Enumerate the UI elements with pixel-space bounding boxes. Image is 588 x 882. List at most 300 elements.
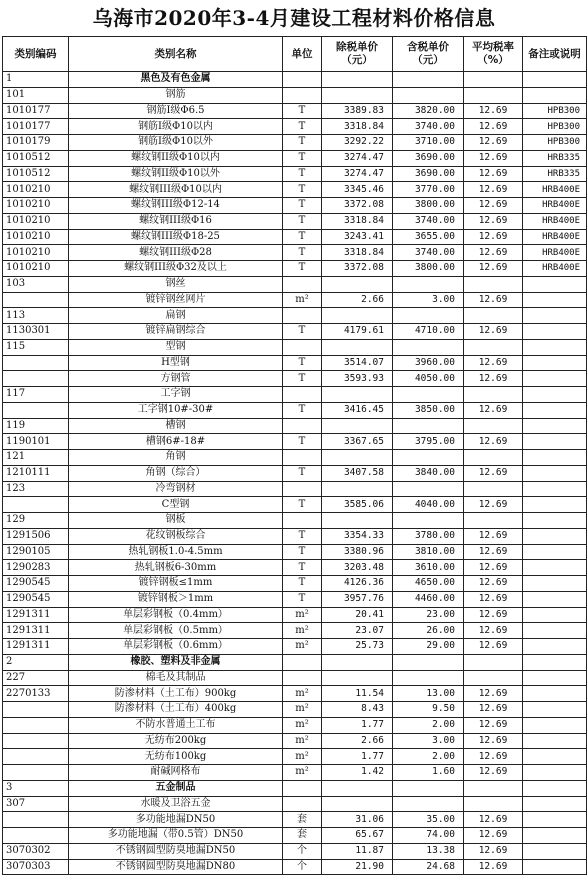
cell-tax-rate: 12.69 [464, 497, 523, 513]
cell-price-inc-tax [393, 796, 464, 812]
cell-unit: T [283, 198, 322, 214]
cell-name: 防渗材料（土工布）400kg [69, 702, 283, 718]
cell-code: 1130301 [3, 324, 69, 340]
cell-unit: m² [283, 765, 322, 781]
cell-tax-rate [464, 796, 523, 812]
cell-code: 101 [3, 87, 69, 103]
cell-unit: T [283, 434, 322, 450]
table-row [3, 654, 587, 670]
cell-price-inc-tax: 3770.00 [393, 182, 464, 198]
cell-unit [283, 654, 322, 670]
table-row [3, 576, 587, 592]
cell-unit: T [283, 261, 322, 277]
cell-name: 单层彩钢板（0.6mm） [69, 639, 283, 655]
cell-price-inc-tax: 35.00 [393, 812, 464, 828]
cell-price-ex-tax [322, 339, 393, 355]
cell-code: 121 [3, 450, 69, 466]
cell-name: 钢筋I级Φ6.5 [69, 103, 283, 119]
cell-name: 耐碱网格布 [69, 765, 283, 781]
cell-unit: T [283, 150, 322, 166]
cell-note: HRB400E [523, 229, 587, 245]
cell-name: 不锈钢圆型防臭地漏DN50 [69, 843, 283, 859]
cell-price-ex-tax: 4179.61 [322, 324, 393, 340]
table-row [3, 828, 587, 844]
table-row [3, 591, 587, 607]
cell-tax-rate: 12.69 [464, 859, 523, 875]
cell-note [523, 670, 587, 686]
cell-tax-rate: 12.69 [464, 733, 523, 749]
cell-name: 槽钢 [69, 418, 283, 434]
cell-unit [283, 450, 322, 466]
cell-note: HRB400E [523, 198, 587, 214]
cell-price-ex-tax: 3354.33 [322, 528, 393, 544]
cell-note [523, 591, 587, 607]
table-row [3, 702, 587, 718]
cell-tax-rate: 12.69 [464, 135, 523, 151]
cell-note [523, 702, 587, 718]
cell-code: 1290545 [3, 576, 69, 592]
table-row [3, 229, 587, 245]
table-row [3, 812, 587, 828]
cell-price-inc-tax [393, 481, 464, 497]
cell-price-ex-tax: 3957.76 [322, 591, 393, 607]
table-row [3, 213, 587, 229]
cell-name: 棉毛及其制品 [69, 670, 283, 686]
cell-note [523, 371, 587, 387]
cell-price-ex-tax [322, 387, 393, 403]
cell-price-inc-tax: 29.00 [393, 639, 464, 655]
cell-price-ex-tax [322, 418, 393, 434]
cell-tax-rate: 12.69 [464, 576, 523, 592]
cell-note [523, 465, 587, 481]
cell-tax-rate [464, 670, 523, 686]
cell-name: 五金制品 [69, 780, 283, 796]
cell-tax-rate: 12.69 [464, 371, 523, 387]
cell-price-inc-tax: 3740.00 [393, 119, 464, 135]
table-row [3, 497, 587, 513]
cell-price-ex-tax: 3318.84 [322, 213, 393, 229]
cell-price-ex-tax: 21.90 [322, 859, 393, 875]
cell-code: 1010210 [3, 182, 69, 198]
table-row [3, 843, 587, 859]
cell-name: 花纹钢板综合 [69, 528, 283, 544]
cell-tax-rate: 12.69 [464, 528, 523, 544]
cell-code: 1290545 [3, 591, 69, 607]
cell-name: 螺纹钢III级Φ10以内 [69, 182, 283, 198]
cell-note [523, 528, 587, 544]
table-row [3, 765, 587, 781]
cell-code: 3070303 [3, 859, 69, 875]
cell-tax-rate [464, 513, 523, 529]
cell-name: 水暖及卫浴五金 [69, 796, 283, 812]
cell-price-ex-tax: 3243.41 [322, 229, 393, 245]
cell-price-inc-tax: 3690.00 [393, 150, 464, 166]
cell-price-inc-tax: 3.00 [393, 733, 464, 749]
cell-code: 1190101 [3, 434, 69, 450]
cell-code: 103 [3, 276, 69, 292]
cell-code: 1291311 [3, 639, 69, 655]
cell-price-ex-tax: 3585.06 [322, 497, 393, 513]
cell-tax-rate: 12.69 [464, 119, 523, 135]
table-row [3, 150, 587, 166]
table-row [3, 245, 587, 261]
cell-tax-rate: 12.69 [464, 198, 523, 214]
cell-name: 多功能地漏DN50 [69, 812, 283, 828]
cell-price-ex-tax: 1.77 [322, 749, 393, 765]
cell-name: 无纺布200kg [69, 733, 283, 749]
cell-price-inc-tax: 1.60 [393, 765, 464, 781]
cell-code: 113 [3, 308, 69, 324]
cell-tax-rate: 12.69 [464, 182, 523, 198]
cell-price-ex-tax: 2.66 [322, 733, 393, 749]
cell-unit: 套 [283, 828, 322, 844]
cell-unit: m² [283, 686, 322, 702]
cell-name: 单层彩钢板（0.5mm） [69, 623, 283, 639]
cell-unit [283, 796, 322, 812]
cell-note [523, 387, 587, 403]
cell-code: 1010210 [3, 229, 69, 245]
cell-price-inc-tax: 3810.00 [393, 544, 464, 560]
cell-tax-rate: 12.69 [464, 607, 523, 623]
cell-price-ex-tax: 3345.46 [322, 182, 393, 198]
cell-price-inc-tax [393, 339, 464, 355]
table-row [3, 670, 587, 686]
cell-note [523, 434, 587, 450]
table-row [3, 686, 587, 702]
cell-price-inc-tax: 3710.00 [393, 135, 464, 151]
cell-price-inc-tax: 74.00 [393, 828, 464, 844]
cell-unit: T [283, 371, 322, 387]
table-row [3, 119, 587, 135]
cell-note [523, 544, 587, 560]
cell-price-ex-tax: 3372.08 [322, 261, 393, 277]
header-price-ex-tax: 除税单价（元） [322, 37, 393, 72]
cell-price-inc-tax: 3960.00 [393, 355, 464, 371]
cell-price-ex-tax: 2.66 [322, 292, 393, 308]
table-row [3, 339, 587, 355]
cell-code: 1010177 [3, 119, 69, 135]
cell-tax-rate: 12.69 [464, 560, 523, 576]
cell-note: HRB400E [523, 245, 587, 261]
table-row [3, 749, 587, 765]
cell-code: 3 [3, 780, 69, 796]
cell-price-ex-tax: 25.73 [322, 639, 393, 655]
cell-code: 1010210 [3, 245, 69, 261]
cell-unit [283, 87, 322, 103]
cell-unit: m² [283, 733, 322, 749]
cell-note: HRB400E [523, 213, 587, 229]
cell-note [523, 654, 587, 670]
cell-unit [283, 339, 322, 355]
table-row [3, 182, 587, 198]
cell-name: 黑色及有色金属 [69, 72, 283, 88]
cell-unit: T [283, 544, 322, 560]
header-unit: 单位 [283, 37, 322, 72]
cell-price-ex-tax: 3407.58 [322, 465, 393, 481]
cell-price-inc-tax: 4040.00 [393, 497, 464, 513]
cell-unit [283, 513, 322, 529]
table-row [3, 402, 587, 418]
cell-price-inc-tax: 3795.00 [393, 434, 464, 450]
cell-note: HPB300 [523, 135, 587, 151]
cell-name: 不防水普通土工布 [69, 717, 283, 733]
cell-tax-rate: 12.69 [464, 245, 523, 261]
cell-note: HRB335 [523, 166, 587, 182]
table-row [3, 544, 587, 560]
cell-price-inc-tax: 3610.00 [393, 560, 464, 576]
cell-price-inc-tax [393, 308, 464, 324]
cell-tax-rate: 12.69 [464, 749, 523, 765]
cell-note [523, 324, 587, 340]
cell-tax-rate: 12.69 [464, 261, 523, 277]
cell-price-ex-tax: 3318.84 [322, 245, 393, 261]
cell-price-inc-tax: 3.00 [393, 292, 464, 308]
cell-tax-rate: 12.69 [464, 355, 523, 371]
cell-tax-rate [464, 481, 523, 497]
cell-tax-rate: 12.69 [464, 812, 523, 828]
cell-price-inc-tax: 24.68 [393, 859, 464, 875]
cell-price-ex-tax: 3318.84 [322, 119, 393, 135]
cell-price-ex-tax [322, 654, 393, 670]
cell-name: 螺纹钢III级Φ16 [69, 213, 283, 229]
cell-unit: T [283, 591, 322, 607]
cell-price-inc-tax: 3655.00 [393, 229, 464, 245]
table-row [3, 560, 587, 576]
cell-unit: T [283, 245, 322, 261]
table-header-row [3, 37, 587, 72]
cell-price-ex-tax: 11.87 [322, 843, 393, 859]
cell-note [523, 481, 587, 497]
cell-unit [283, 780, 322, 796]
cell-price-ex-tax: 31.06 [322, 812, 393, 828]
table-row [3, 103, 587, 119]
cell-name: 无纺布100kg [69, 749, 283, 765]
cell-price-inc-tax [393, 87, 464, 103]
cell-code: 1290105 [3, 544, 69, 560]
cell-price-inc-tax [393, 72, 464, 88]
cell-price-ex-tax: 1.77 [322, 717, 393, 733]
cell-name: H型钢 [69, 355, 283, 371]
cell-unit: T [283, 528, 322, 544]
cell-code: 1010210 [3, 213, 69, 229]
cell-price-inc-tax: 13.38 [393, 843, 464, 859]
cell-note [523, 765, 587, 781]
cell-code: 1010512 [3, 150, 69, 166]
table-row [3, 355, 587, 371]
cell-unit: T [283, 465, 322, 481]
cell-note [523, 576, 587, 592]
cell-note [523, 717, 587, 733]
cell-tax-rate: 12.69 [464, 465, 523, 481]
cell-name: 热轧钢板6-30mm [69, 560, 283, 576]
cell-unit: T [283, 213, 322, 229]
cell-note [523, 513, 587, 529]
cell-tax-rate [464, 387, 523, 403]
cell-price-inc-tax [393, 450, 464, 466]
cell-tax-rate [464, 72, 523, 88]
cell-code [3, 765, 69, 781]
cell-unit [283, 387, 322, 403]
cell-note [523, 639, 587, 655]
cell-price-ex-tax [322, 450, 393, 466]
cell-code [3, 702, 69, 718]
cell-unit: 个 [283, 843, 322, 859]
cell-unit: T [283, 166, 322, 182]
cell-note [523, 72, 587, 88]
header-name: 类别名称 [69, 37, 283, 72]
cell-price-inc-tax: 9.50 [393, 702, 464, 718]
table-row [3, 135, 587, 151]
cell-name: 防渗材料（土工布）900kg [69, 686, 283, 702]
cell-name: 钢筋I级Φ10以外 [69, 135, 283, 151]
cell-name: 型钢 [69, 339, 283, 355]
cell-tax-rate: 12.69 [464, 103, 523, 119]
cell-code: 1010210 [3, 261, 69, 277]
cell-name: 镀锌钢丝网片 [69, 292, 283, 308]
cell-price-inc-tax: 3740.00 [393, 245, 464, 261]
cell-price-inc-tax: 3840.00 [393, 465, 464, 481]
cell-tax-rate: 12.69 [464, 828, 523, 844]
cell-code: 1010177 [3, 103, 69, 119]
table-row [3, 387, 587, 403]
cell-name: 扁钢 [69, 308, 283, 324]
cell-name: 橡胶、塑料及非金属 [69, 654, 283, 670]
cell-note: HRB400E [523, 182, 587, 198]
cell-note [523, 450, 587, 466]
cell-unit: T [283, 229, 322, 245]
cell-price-inc-tax: 3850.00 [393, 402, 464, 418]
cell-tax-rate: 12.69 [464, 434, 523, 450]
cell-code: 307 [3, 796, 69, 812]
cell-name: 工字钢10#-30# [69, 402, 283, 418]
cell-code: 129 [3, 513, 69, 529]
table-row [3, 72, 587, 88]
header-tax-rate: 平均税率（%） [464, 37, 523, 72]
cell-code [3, 717, 69, 733]
table-row [3, 450, 587, 466]
cell-name: 角钢 [69, 450, 283, 466]
cell-name: 钢丝 [69, 276, 283, 292]
cell-note [523, 843, 587, 859]
table-row [3, 513, 587, 529]
cell-unit: 个 [283, 859, 322, 875]
cell-code: 1210111 [3, 465, 69, 481]
cell-price-ex-tax: 3416.45 [322, 402, 393, 418]
table-row [3, 733, 587, 749]
cell-price-ex-tax [322, 276, 393, 292]
cell-tax-rate: 12.69 [464, 150, 523, 166]
cell-note [523, 308, 587, 324]
cell-code [3, 292, 69, 308]
table-row [3, 198, 587, 214]
cell-note [523, 828, 587, 844]
cell-price-inc-tax: 2.00 [393, 749, 464, 765]
cell-price-inc-tax: 4710.00 [393, 324, 464, 340]
table-row [3, 465, 587, 481]
table-row [3, 324, 587, 340]
table-row [3, 780, 587, 796]
cell-tax-rate: 12.69 [464, 213, 523, 229]
cell-unit [283, 418, 322, 434]
cell-unit: m² [283, 607, 322, 623]
cell-note [523, 623, 587, 639]
cell-price-inc-tax [393, 513, 464, 529]
cell-unit: m² [283, 702, 322, 718]
cell-code: 227 [3, 670, 69, 686]
table-row [3, 371, 587, 387]
cell-name: 热轧钢板1.0-4.5mm [69, 544, 283, 560]
cell-price-ex-tax [322, 513, 393, 529]
cell-price-ex-tax [322, 87, 393, 103]
header-code: 类别编码 [3, 37, 69, 72]
cell-price-inc-tax: 4650.00 [393, 576, 464, 592]
cell-tax-rate: 12.69 [464, 591, 523, 607]
cell-price-ex-tax: 3274.47 [322, 150, 393, 166]
table-body [3, 72, 587, 875]
cell-price-inc-tax [393, 387, 464, 403]
cell-name: 螺纹钢III级Φ12-14 [69, 198, 283, 214]
cell-unit: T [283, 402, 322, 418]
cell-unit: m² [283, 749, 322, 765]
cell-price-ex-tax: 3380.96 [322, 544, 393, 560]
cell-note: HPB300 [523, 119, 587, 135]
cell-code: 1 [3, 72, 69, 88]
cell-code [3, 402, 69, 418]
table-row [3, 308, 587, 324]
cell-name: 冷弯钢材 [69, 481, 283, 497]
cell-code [3, 812, 69, 828]
cell-name: 工字钢 [69, 387, 283, 403]
cell-price-ex-tax [322, 670, 393, 686]
cell-price-ex-tax: 3593.93 [322, 371, 393, 387]
cell-tax-rate: 12.69 [464, 229, 523, 245]
cell-code: 2 [3, 654, 69, 670]
table-row [3, 717, 587, 733]
cell-note [523, 686, 587, 702]
cell-note [523, 796, 587, 812]
cell-tax-rate: 12.69 [464, 292, 523, 308]
cell-name: 钢筋I级Φ10以内 [69, 119, 283, 135]
cell-note [523, 87, 587, 103]
cell-tax-rate: 12.69 [464, 717, 523, 733]
cell-price-inc-tax: 3740.00 [393, 213, 464, 229]
header-price-inc-tax: 含税单价（元） [393, 37, 464, 72]
table-row [3, 607, 587, 623]
cell-code: 1291311 [3, 607, 69, 623]
cell-unit: T [283, 560, 322, 576]
cell-tax-rate: 12.69 [464, 166, 523, 182]
cell-unit [283, 72, 322, 88]
cell-price-ex-tax: 3389.83 [322, 103, 393, 119]
cell-price-inc-tax: 4050.00 [393, 371, 464, 387]
cell-price-inc-tax: 13.00 [393, 686, 464, 702]
cell-name: 方钢管 [69, 371, 283, 387]
cell-price-ex-tax: 4126.36 [322, 576, 393, 592]
table-row [3, 639, 587, 655]
cell-price-inc-tax: 26.00 [393, 623, 464, 639]
cell-price-ex-tax: 3514.07 [322, 355, 393, 371]
cell-tax-rate: 12.69 [464, 765, 523, 781]
cell-unit: m² [283, 623, 322, 639]
cell-name: 螺纹钢II级Φ10以外 [69, 166, 283, 182]
cell-price-inc-tax [393, 418, 464, 434]
cell-price-ex-tax: 20.41 [322, 607, 393, 623]
table-row [3, 166, 587, 182]
cell-note [523, 749, 587, 765]
cell-code [3, 733, 69, 749]
cell-price-ex-tax [322, 481, 393, 497]
cell-name: 螺纹钢II级Φ10以内 [69, 150, 283, 166]
